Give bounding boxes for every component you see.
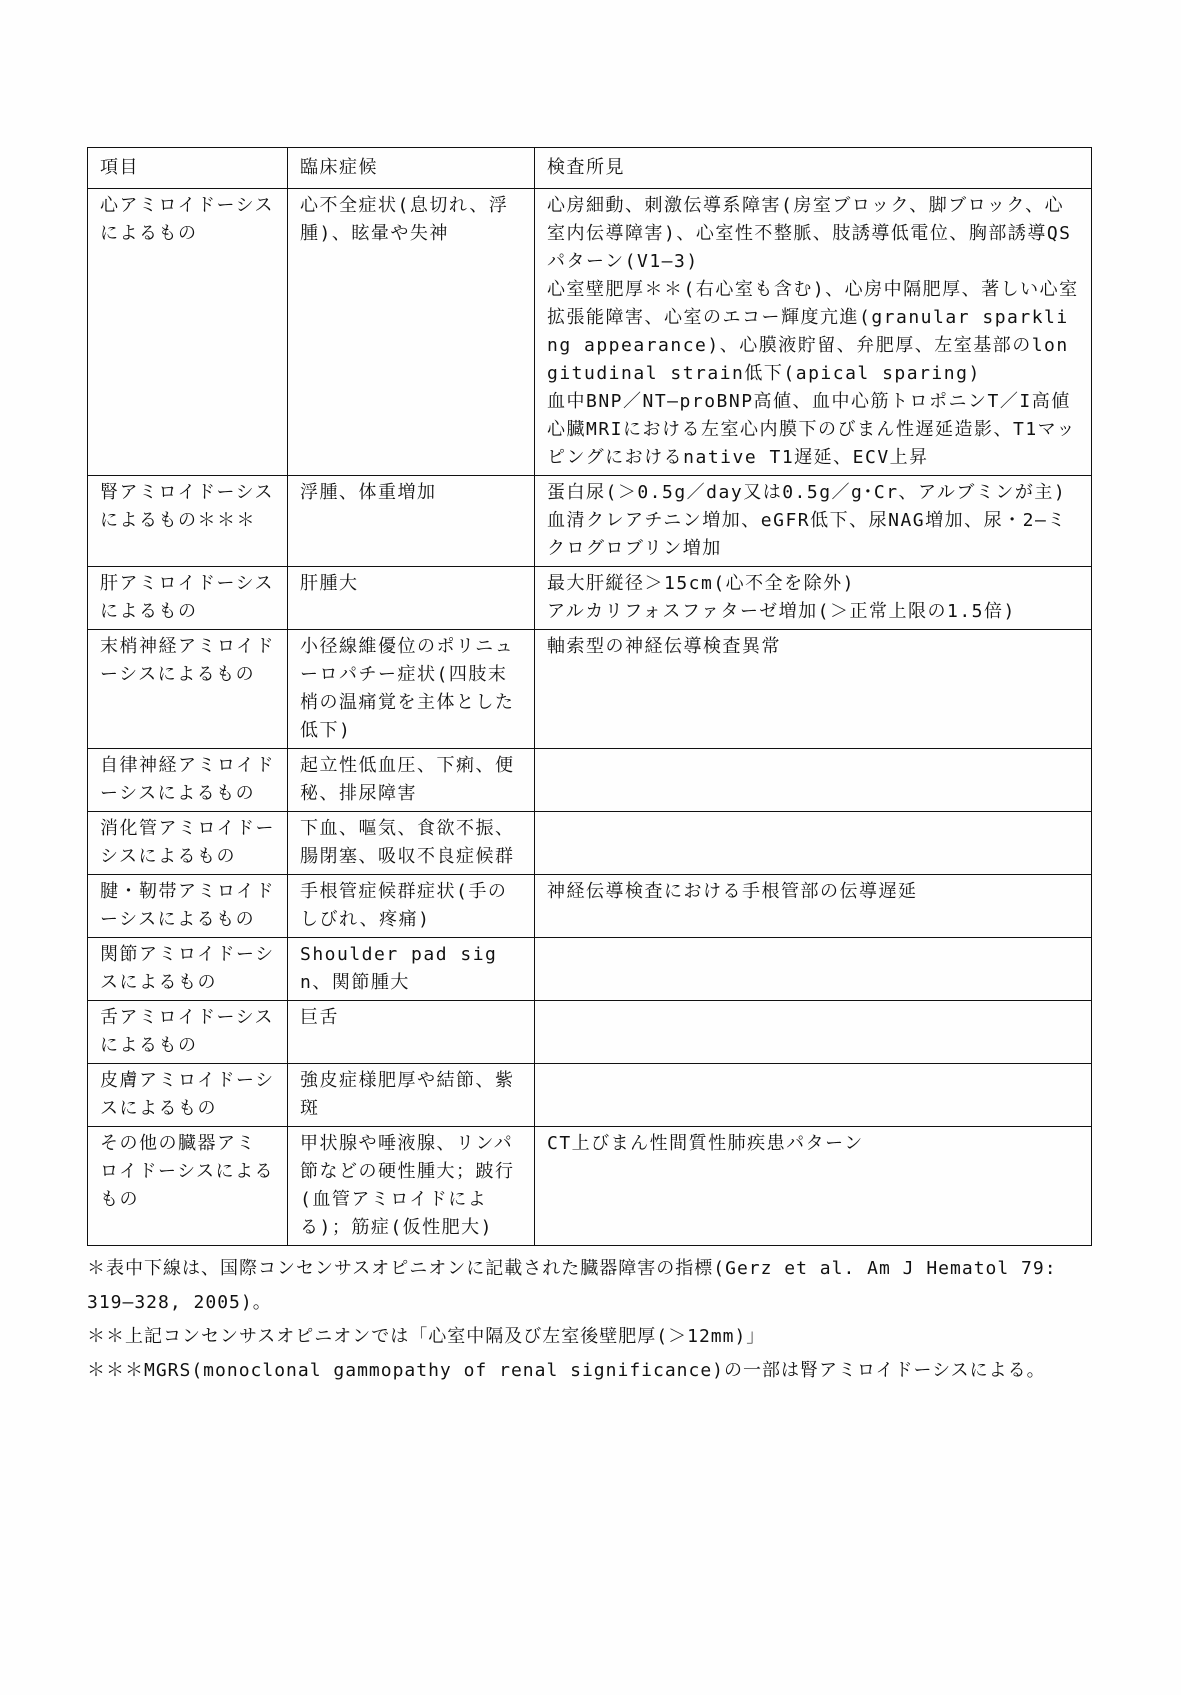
table-row	[88, 938, 1092, 1001]
row-item: 自律神経アミロイドーシスによるもの	[88, 749, 288, 812]
row-findings	[535, 749, 1092, 812]
header-item: 項目	[88, 148, 288, 189]
row-findings	[535, 630, 1092, 749]
table-header-row	[88, 148, 1092, 189]
row-symptoms: 心不全症状(息切れ、浮腫)、眩暈や失神	[288, 189, 535, 476]
row-item: 皮膚アミロイドーシスによるもの	[88, 1064, 288, 1127]
header-test-findings: 検査所見	[535, 148, 1092, 189]
table-row	[88, 1127, 1092, 1246]
row-item: 心アミロイドーシスによるもの	[88, 189, 288, 476]
table-row	[88, 812, 1092, 875]
row-findings	[535, 812, 1092, 875]
row-item: 舌アミロイドーシスによるもの	[88, 1001, 288, 1064]
row-symptoms: 肝腫大	[288, 567, 535, 630]
finding-line: 心室壁肥厚＊＊(右心室も含む)、心房中隔肥厚、著しい心室拡張能障害、心室のエコー輝度亢進(granular sparkling appearance)、心膜液貯留、弁肥厚、左室基部のlongitudinal strain低下(apical sparing)	[547, 279, 1079, 384]
finding-line: 心房細動、刺激伝導系障害(房室ブロック、脚ブロック、心室内伝導障害)、心室性不整脈、肢誘導低電位、胸部誘導QSパターン(V1―3)	[547, 195, 1072, 272]
row-symptoms: 小径線維優位のポリニューロパチー症状(四肢末梢の温痛覚を主体とした低下)	[288, 630, 535, 749]
finding-line: 血清クレアチニン増加、eGFR低下、尿NAG増加、尿・2―ミクログロブリン増加	[547, 510, 1067, 559]
row-symptoms: 手根管症候群症状(手のしびれ、疼痛)	[288, 875, 535, 938]
amyloidosis-findings-table	[87, 147, 1092, 1246]
row-symptoms: 下血、嘔気、食欲不振、腸閉塞、吸収不良症候群	[288, 812, 535, 875]
row-symptoms: Shoulder pad sign、関節腫大	[288, 938, 535, 1001]
header-clinical-symptoms: 臨床症候	[288, 148, 535, 189]
footnote-3: ＊＊＊MGRS(monoclonal gammopathy of renal significance)の一部は腎アミロイドーシスによる。	[87, 1360, 1046, 1381]
row-symptoms: 甲状腺や唾液腺、リンパ節などの硬性腫大；跛行(血管アミロイドによる)；筋症(仮性肥大)	[288, 1127, 535, 1246]
table-row	[88, 630, 1092, 749]
finding-line: アルカリフォスファターゼ増加(＞正常上限の1.5倍)	[547, 601, 1016, 622]
row-findings	[535, 567, 1092, 630]
row-findings	[535, 189, 1092, 476]
row-findings	[535, 1127, 1092, 1246]
table-row	[88, 476, 1092, 567]
footnote-1: ＊表中下線は、国際コンセンサスオピニオンに記載された臓器障害の指標(Gerz et al. Am J Hematol 79: 319―328, 2005)。	[87, 1258, 1057, 1313]
row-item: 末梢神経アミロイドーシスによるもの	[88, 630, 288, 749]
row-findings	[535, 476, 1092, 567]
finding-line: 血中BNP／NT―proBNP高値、血中心筋トロポニンT／I高値心臓MRIにおける左室心内膜下のびまん性遅延造影、T1マッピングにおけるnative T1遅延、ECV上昇	[547, 391, 1076, 468]
finding-line: 最大肝縦径＞15cm(心不全を除外)	[547, 573, 856, 594]
table-row	[88, 567, 1092, 630]
row-item: 腎アミロイドーシスによるもの＊＊＊	[88, 476, 288, 567]
row-findings	[535, 938, 1092, 1001]
table-row	[88, 189, 1092, 476]
footnote-2: ＊＊上記コンセンサスオピニオンでは「心室中隔及び左室後壁肥厚(＞12mm)」	[87, 1326, 766, 1347]
row-item: その他の臓器アミロイドーシスによるもの	[88, 1127, 288, 1246]
document-page	[87, 147, 1091, 1388]
finding-line: CT上びまん性間質性肺疾患パターン	[547, 1133, 864, 1154]
finding-line: 神経伝導検査における手根管部の伝導遅延	[547, 881, 918, 902]
finding-line: 蛋白尿(＞0.5g／day又は0.5g／g･Cr、アルブミンが主)	[547, 482, 1067, 503]
finding-line: 軸索型の神経伝導検査異常	[547, 636, 781, 657]
row-symptoms: 起立性低血圧、下痢、便秘、排尿障害	[288, 749, 535, 812]
row-symptoms: 強皮症様肥厚や結節、紫斑	[288, 1064, 535, 1127]
table-row	[88, 875, 1092, 938]
row-symptoms: 浮腫、体重増加	[288, 476, 535, 567]
row-findings	[535, 875, 1092, 938]
table-row	[88, 749, 1092, 812]
row-item: 消化管アミロイドーシスによるもの	[88, 812, 288, 875]
row-item: 腱・靭帯アミロイドーシスによるもの	[88, 875, 288, 938]
row-item: 関節アミロイドーシスによるもの	[88, 938, 288, 1001]
table-row	[88, 1001, 1092, 1064]
row-findings	[535, 1001, 1092, 1064]
row-findings	[535, 1064, 1092, 1127]
row-item: 肝アミロイドーシスによるもの	[88, 567, 288, 630]
table-row	[88, 1064, 1092, 1127]
footnotes	[87, 1252, 1091, 1388]
row-symptoms: 巨舌	[288, 1001, 535, 1064]
